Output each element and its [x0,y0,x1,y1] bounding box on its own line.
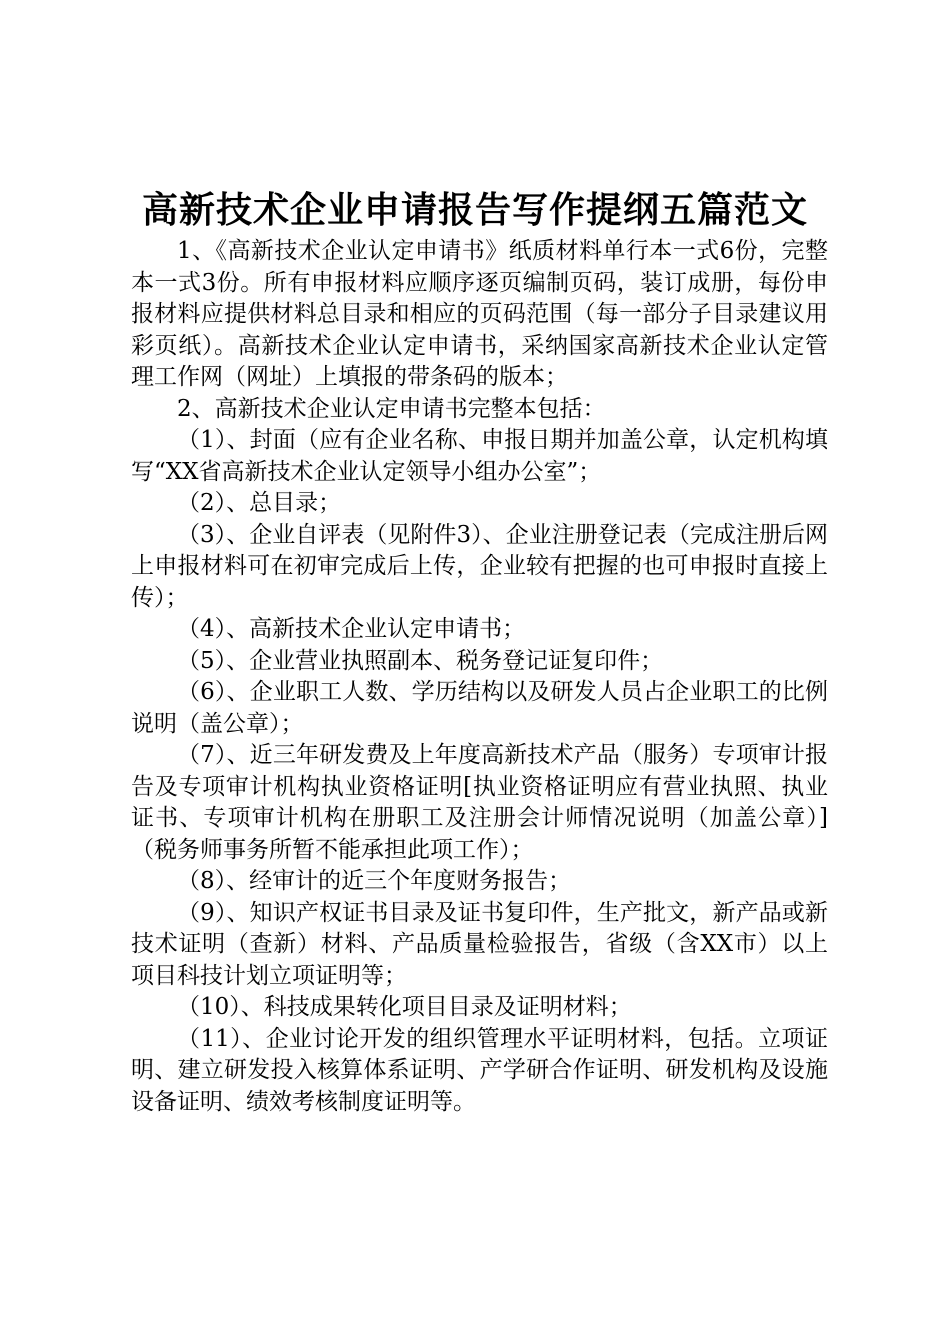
list-item-6: （6）、企业职工人数、学历结构以及研发人员占企业职工的比例说明（盖公章）； [131,679,828,737]
list-item-8: （8）、经审计的近三个年度财务报告； [177,868,572,894]
paragraph-2: 2、高新技术企业认定申请书完整本包括： [177,395,606,422]
list-item-4: （4）、高新技术企业认定申请书； [177,616,526,642]
list-item-2: （2）、总目录； [177,490,342,516]
list-item-5: （5）、企业营业执照副本、税务登记证复印件； [177,647,664,674]
document-body [131,236,828,1118]
list-item-11: （11）、企业讨论开发的组织管理水平证明材料，包括。立项证明、建立研发投入核算体系证明、产学研合作证明、研发机构及设施设备证明、绩效考核制度证明等。 [131,1025,828,1115]
list-item-10: （10）、科技成果转化项目目录及证明材料； [177,994,632,1020]
document-title: 高新技术企业申请报告写作提纲五篇范文 [141,189,808,231]
list-item-3: （3）、企业自评表（见附件3）、企业注册登记表（完成注册后网上申报材料可在初审完成后上传，企业较有把握的也可申报时直接上传）； [131,521,828,611]
list-item-1: （1）、封面（应有企业名称、申报日期并加盖公章，认定机构填写“XX省高新技术企业认定领导小组办公室”； [131,427,828,485]
list-item-7: （7）、近三年研发费及上年度高新技术产品（服务）专项审计报告及专项审计机构执业资格证明[执业资格证明应有营业执照、执业证书、专项审计机构在册职工及注册会计师情况说明（加盖公章）]（税务师事务所暂不能承担此项工作）； [131,742,828,863]
paragraph-1: 1、《高新技术企业认定申请书》纸质材料单行本一式6份，完整本一式3份。所有申报材料应顺序逐页编制页码，装订成册，每份申报材料应提供材料总目录和相应的页码范围（每一部分子目录建议用彩页纸）。高新技术企业认定申请书，采纳国家高新技术企业认定管理工作网（网址）上填报的带条码的版本； [131,238,828,390]
list-item-9: （9）、知识产权证书目录及证书复印件，生产批文，新产品或新技术证明（查新）材料、产品质量检验报告，省级（含XX市）以上项目科技计划立项证明等； [131,899,828,989]
